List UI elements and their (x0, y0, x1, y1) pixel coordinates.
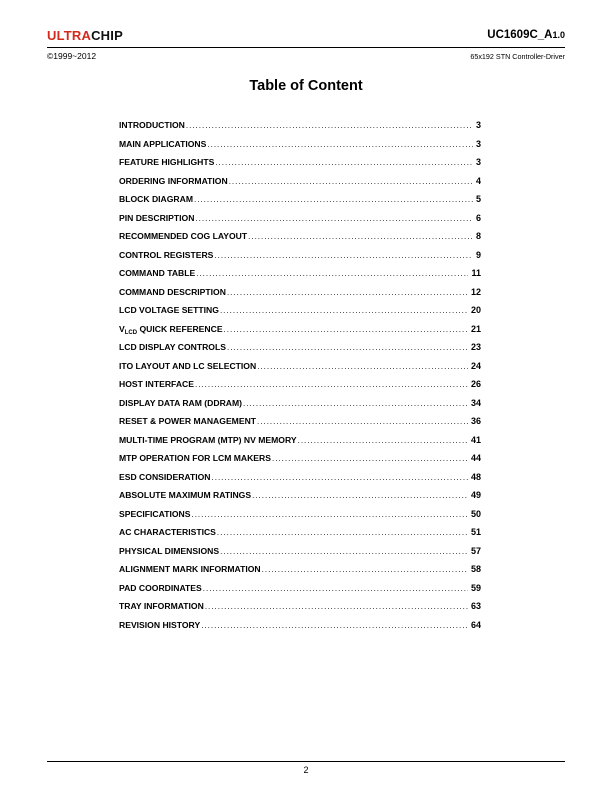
toc-entry[interactable] (119, 564, 481, 583)
toc-entry[interactable] (119, 453, 481, 472)
toc-dot-leader (194, 195, 473, 204)
toc-entry-page[interactable]: 24 (470, 360, 481, 371)
toc-entry-page[interactable]: 11 (471, 268, 481, 278)
toc-entry[interactable] (119, 435, 481, 454)
toc-entry[interactable] (119, 120, 481, 139)
toc-entry[interactable] (119, 416, 481, 435)
toc-entry-label[interactable]: COMMAND DESCRIPTION (119, 286, 226, 297)
toc-entry[interactable] (119, 268, 481, 287)
toc-entry-label[interactable]: PAD COORDINATES (119, 582, 202, 593)
toc-dot-leader (203, 584, 468, 593)
logo-ultra: ULTRA (47, 28, 92, 43)
toc-entry[interactable] (119, 213, 481, 232)
toc-entry-page[interactable]: 23 (470, 342, 481, 352)
toc-entry-label[interactable]: PIN DESCRIPTION (119, 212, 195, 223)
toc-entry-label[interactable]: INTRODUCTION (119, 120, 185, 130)
toc-entry[interactable] (119, 601, 481, 620)
toc-dot-leader (215, 158, 473, 167)
document-subtitle: 65x192 STN Controller-Driver (470, 52, 565, 61)
toc-dot-leader (191, 510, 468, 519)
toc-dot-leader (205, 602, 468, 611)
toc-entry-label[interactable]: TRAY INFORMATION (119, 601, 204, 611)
document-version: 1.0 (552, 30, 565, 40)
toc-dot-leader (262, 565, 468, 574)
toc-entry[interactable] (119, 398, 481, 417)
toc-entry-page[interactable]: 49 (470, 490, 481, 500)
toc-dot-leader (257, 362, 468, 371)
toc-dot-leader (227, 288, 468, 297)
toc-entry-page[interactable]: 57 (470, 545, 481, 556)
toc-entry[interactable] (119, 379, 481, 398)
toc-entry-page[interactable]: 34 (470, 397, 481, 408)
toc-entry-label[interactable]: ALIGNMENT MARK INFORMATION (119, 564, 261, 574)
page-header (47, 28, 565, 60)
toc-entry-label[interactable]: DISPLAY DATA RAM (DDRAM) (119, 397, 243, 408)
toc-entry-page[interactable]: 3 (475, 138, 481, 149)
toc-entry-page[interactable]: 50 (470, 508, 481, 519)
toc-entry[interactable] (119, 157, 481, 176)
toc-entry-page[interactable]: 44 (470, 453, 481, 463)
toc-entry[interactable] (119, 527, 481, 546)
toc-dot-leader (207, 140, 473, 149)
toc-entry-label[interactable]: LCD DISPLAY CONTROLS (119, 342, 226, 352)
toc-entry-page[interactable]: 6 (475, 212, 481, 223)
toc-entry[interactable] (119, 490, 481, 509)
ultrachip-logo (47, 28, 123, 43)
table-of-contents (119, 120, 481, 638)
toc-dot-leader (298, 436, 468, 445)
toc-entry-page[interactable]: 3 (475, 120, 481, 130)
toc-entry-label[interactable]: ABSOLUTE MAXIMUM RATINGS (119, 490, 252, 500)
toc-entry-page[interactable]: 36 (470, 416, 481, 426)
toc-entry-label[interactable]: SPECIFICATIONS (119, 508, 191, 519)
toc-dot-leader (243, 399, 468, 408)
toc-entry[interactable] (119, 250, 481, 269)
toc-entry-label[interactable]: AC CHARACTERISTICS (119, 527, 216, 537)
toc-entry-label[interactable]: MULTI-TIME PROGRAM (MTP) NV MEMORY (119, 434, 297, 445)
toc-entry-label[interactable]: PHYSICAL DIMENSIONS (119, 545, 220, 556)
toc-entry-page[interactable]: 12 (470, 286, 481, 297)
toc-dot-leader (224, 325, 468, 334)
toc-entry-page[interactable]: 21 (470, 323, 481, 334)
document-id (487, 29, 565, 41)
logo-chip: CHIP (91, 28, 123, 43)
toc-entry-label[interactable]: REVISION HISTORY (119, 619, 201, 630)
toc-dot-leader (220, 547, 468, 556)
toc-entry[interactable] (119, 361, 481, 380)
toc-entry-page[interactable]: 4 (475, 175, 481, 186)
toc-dot-leader (248, 232, 473, 241)
toc-entry-label[interactable]: BLOCK DIAGRAM (119, 194, 193, 204)
toc-entry[interactable] (119, 472, 481, 491)
toc-entry[interactable] (119, 583, 481, 602)
toc-entry-label[interactable]: FEATURE HIGHLIGHTS (119, 157, 215, 167)
toc-entry-label[interactable]: ITO LAYOUT AND LC SELECTION (119, 360, 257, 371)
page-number: 2 (303, 765, 309, 775)
toc-entry-label[interactable] (119, 324, 223, 336)
toc-entry-page[interactable]: 58 (470, 564, 481, 574)
toc-entry-page[interactable]: 8 (475, 231, 481, 241)
toc-entry-page[interactable]: 63 (470, 601, 481, 611)
toc-dot-leader (186, 121, 473, 130)
toc-entry-label-subscript: LCD (124, 329, 138, 336)
toc-entry-label[interactable]: RESET & POWER MANAGEMENT (119, 416, 257, 426)
toc-entry[interactable] (119, 194, 481, 213)
toc-dot-leader (195, 380, 468, 389)
page-title: Table of Content (249, 78, 363, 94)
toc-dot-leader (257, 417, 468, 426)
toc-entry[interactable] (119, 287, 481, 306)
toc-entry-page[interactable]: 20 (470, 305, 481, 315)
toc-dot-leader (227, 343, 468, 352)
toc-dot-leader (196, 269, 468, 278)
toc-entry-label[interactable]: RECOMMENDED COG LAYOUT (119, 231, 248, 241)
toc-entry-label[interactable]: ESD CONSIDERATION (119, 471, 211, 482)
toc-entry-page[interactable]: 51 (470, 527, 481, 537)
toc-entry[interactable] (119, 546, 481, 565)
toc-dot-leader (220, 306, 468, 315)
toc-entry[interactable] (119, 620, 481, 639)
toc-entry-page[interactable]: 59 (470, 582, 481, 593)
toc-entry[interactable] (119, 305, 481, 324)
document-id-main: UC1609C_A (487, 29, 553, 41)
toc-entry-label[interactable]: HOST INTERFACE (119, 379, 194, 389)
header-rule (47, 47, 565, 48)
toc-entry-label[interactable]: CONTROL REGISTERS (119, 249, 214, 260)
toc-dot-leader (212, 473, 468, 482)
toc-dot-leader (195, 214, 473, 223)
toc-entry-page[interactable]: 48 (470, 471, 481, 482)
toc-entry-label-rest: QUICK REFERENCE (137, 323, 223, 334)
toc-entry-label[interactable]: COMMAND TABLE (119, 268, 196, 278)
toc-entry[interactable] (119, 231, 481, 250)
toc-entry[interactable] (119, 139, 481, 158)
toc-entry-label[interactable]: LCD VOLTAGE SETTING (119, 305, 219, 315)
toc-dot-leader (272, 454, 468, 463)
toc-entry-page[interactable]: 9 (475, 249, 481, 260)
toc-entry-page[interactable]: 64 (470, 619, 481, 630)
toc-entry[interactable] (119, 176, 481, 195)
toc-dot-leader (252, 491, 468, 500)
toc-entry-label-main: V (119, 323, 125, 334)
toc-dot-leader (229, 177, 473, 186)
toc-dot-leader (217, 528, 468, 537)
toc-entry[interactable] (119, 509, 481, 528)
toc-entry-page[interactable]: 41 (470, 434, 481, 445)
toc-dot-leader (201, 621, 468, 630)
toc-entry-page[interactable]: 3 (475, 157, 481, 167)
toc-entry-label[interactable]: MAIN APPLICATIONS (119, 138, 207, 149)
toc-entry-page[interactable]: 26 (470, 379, 481, 389)
toc-entry-label[interactable]: ORDERING INFORMATION (119, 175, 228, 186)
toc-dot-leader (214, 251, 473, 260)
toc-entry-label[interactable]: MTP OPERATION FOR LCM MAKERS (119, 453, 271, 463)
footer-rule (47, 761, 565, 762)
toc-entry[interactable] (119, 324, 481, 343)
toc-entry[interactable] (119, 342, 481, 361)
toc-entry-page[interactable]: 5 (475, 194, 481, 204)
copyright-text: ©1999~2012 (47, 51, 97, 61)
